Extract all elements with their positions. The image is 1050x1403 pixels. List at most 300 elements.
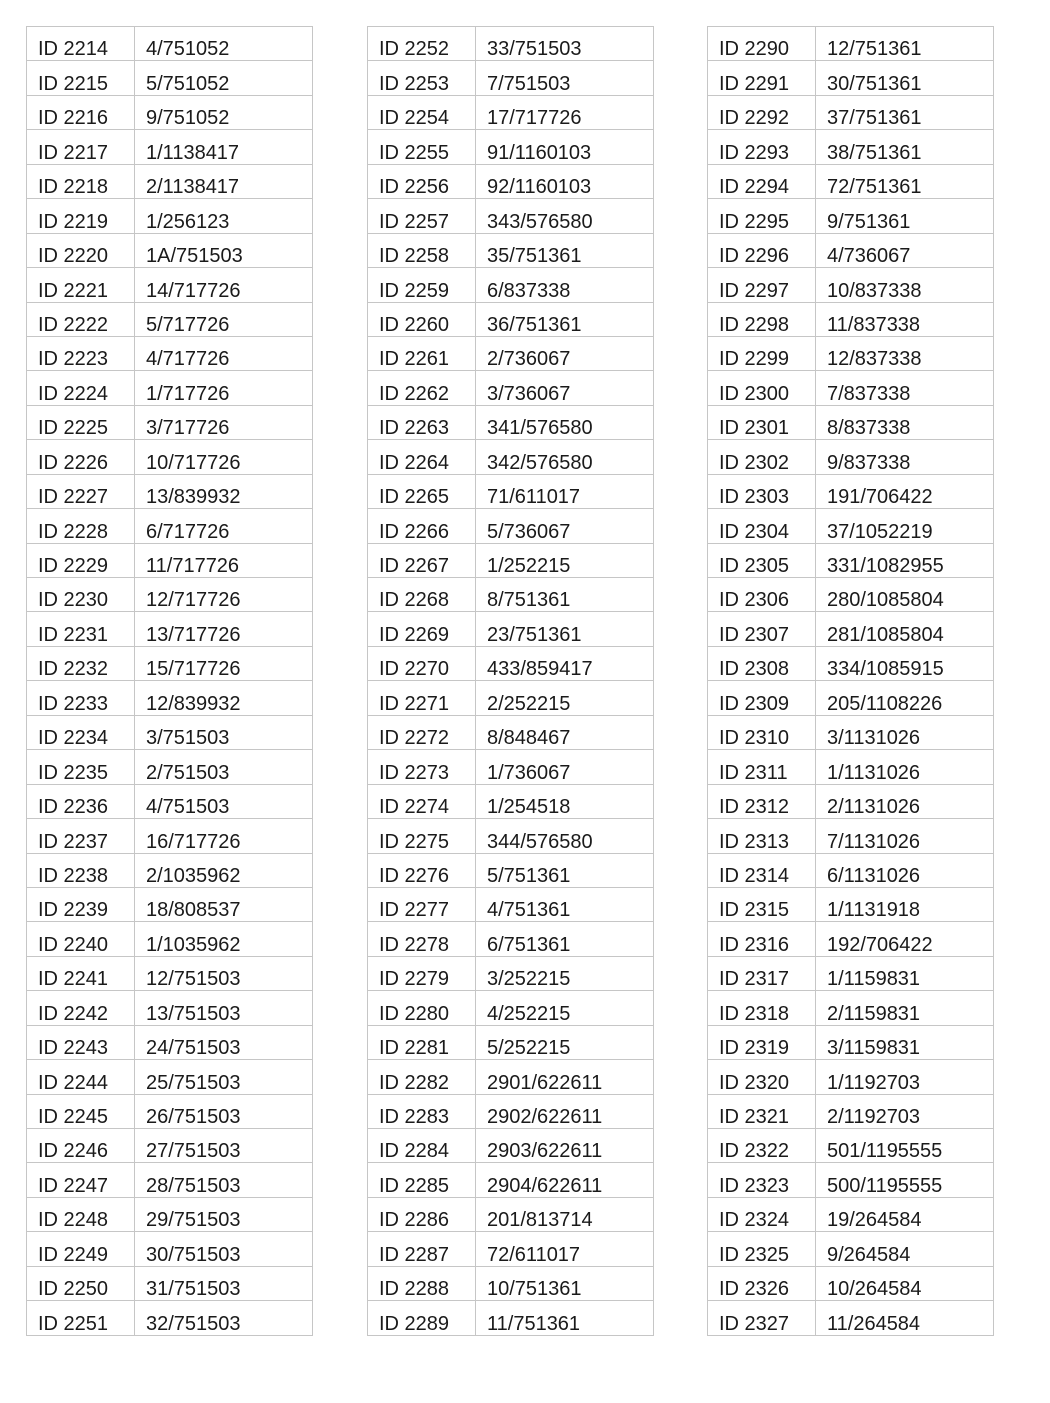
id-cell: ID 2317 — [708, 956, 816, 990]
table-row — [368, 750, 654, 784]
table-row — [27, 991, 313, 1025]
id-cell: ID 2320 — [708, 1060, 816, 1094]
id-cell: ID 2230 — [27, 578, 135, 612]
id-cell: ID 2268 — [368, 578, 476, 612]
table-row — [27, 1060, 313, 1094]
reference-cell: 37/1052219 — [816, 509, 994, 543]
reference-cell: 11/717726 — [135, 543, 313, 577]
id-table-column-1 — [26, 26, 313, 1336]
table-row — [368, 199, 654, 233]
id-cell: ID 2288 — [368, 1266, 476, 1300]
table-row — [708, 164, 994, 198]
reference-cell: 2902/622611 — [476, 1094, 654, 1128]
id-cell: ID 2255 — [368, 130, 476, 164]
id-cell: ID 2264 — [368, 440, 476, 474]
reference-cell: 2/1159831 — [816, 991, 994, 1025]
reference-cell: 35/751361 — [476, 233, 654, 267]
reference-cell: 2903/622611 — [476, 1129, 654, 1163]
id-cell: ID 2308 — [708, 646, 816, 680]
id-cell: ID 2267 — [368, 543, 476, 577]
id-cell: ID 2310 — [708, 715, 816, 749]
reference-cell: 1/1035962 — [135, 922, 313, 956]
table-row — [708, 474, 994, 508]
id-cell: ID 2277 — [368, 887, 476, 921]
table-row — [368, 1266, 654, 1300]
reference-cell: 11/837338 — [816, 302, 994, 336]
id-cell: ID 2272 — [368, 715, 476, 749]
table-row — [368, 1094, 654, 1128]
id-cell: ID 2303 — [708, 474, 816, 508]
id-cell: ID 2228 — [27, 509, 135, 543]
reference-cell: 24/751503 — [135, 1025, 313, 1059]
id-cell: ID 2261 — [368, 336, 476, 370]
reference-cell: 26/751503 — [135, 1094, 313, 1128]
table-row — [27, 336, 313, 370]
id-cell: ID 2315 — [708, 887, 816, 921]
table-row — [27, 646, 313, 680]
reference-cell: 9/751361 — [816, 199, 994, 233]
table-row — [368, 95, 654, 129]
reference-cell: 13/839932 — [135, 474, 313, 508]
id-cell: ID 2294 — [708, 164, 816, 198]
id-cell: ID 2220 — [27, 233, 135, 267]
id-cell: ID 2225 — [27, 405, 135, 439]
table-row — [708, 681, 994, 715]
reference-cell: 3/751503 — [135, 715, 313, 749]
id-cell: ID 2275 — [368, 819, 476, 853]
reference-cell: 12/751503 — [135, 956, 313, 990]
table-row — [27, 543, 313, 577]
id-cell: ID 2300 — [708, 371, 816, 405]
id-cell: ID 2325 — [708, 1232, 816, 1266]
reference-cell: 500/1195555 — [816, 1163, 994, 1197]
reference-cell: 2/252215 — [476, 681, 654, 715]
id-cell: ID 2244 — [27, 1060, 135, 1094]
table-row — [368, 578, 654, 612]
id-cell: ID 2222 — [27, 302, 135, 336]
reference-cell: 72/611017 — [476, 1232, 654, 1266]
id-cell: ID 2287 — [368, 1232, 476, 1266]
id-cell: ID 2284 — [368, 1129, 476, 1163]
id-cell: ID 2276 — [368, 853, 476, 887]
table-row — [368, 784, 654, 818]
reference-cell: 281/1085804 — [816, 612, 994, 646]
reference-cell: 37/751361 — [816, 95, 994, 129]
reference-cell: 331/1082955 — [816, 543, 994, 577]
id-cell: ID 2313 — [708, 819, 816, 853]
table-row — [708, 302, 994, 336]
table-row — [368, 681, 654, 715]
table-row — [27, 887, 313, 921]
table-row — [368, 612, 654, 646]
table-row — [27, 1197, 313, 1231]
id-cell: ID 2215 — [27, 61, 135, 95]
id-cell: ID 2240 — [27, 922, 135, 956]
reference-cell: 13/717726 — [135, 612, 313, 646]
reference-cell: 23/751361 — [476, 612, 654, 646]
id-cell: ID 2302 — [708, 440, 816, 474]
id-cell: ID 2250 — [27, 1266, 135, 1300]
id-cell: ID 2223 — [27, 336, 135, 370]
table-row — [368, 164, 654, 198]
reference-cell: 4/751503 — [135, 784, 313, 818]
id-cell: ID 2238 — [27, 853, 135, 887]
table-row — [708, 440, 994, 474]
reference-cell: 4/751052 — [135, 27, 313, 61]
id-cell: ID 2292 — [708, 95, 816, 129]
table-row — [708, 819, 994, 853]
table-row — [708, 509, 994, 543]
id-cell: ID 2214 — [27, 27, 135, 61]
reference-cell: 1/1192703 — [816, 1060, 994, 1094]
id-cell: ID 2286 — [368, 1197, 476, 1231]
id-cell: ID 2262 — [368, 371, 476, 405]
reference-cell: 9/837338 — [816, 440, 994, 474]
table-row — [708, 1094, 994, 1128]
reference-cell: 7/1131026 — [816, 819, 994, 853]
reference-cell: 71/611017 — [476, 474, 654, 508]
id-cell: ID 2221 — [27, 268, 135, 302]
table-row — [368, 1060, 654, 1094]
table-row — [368, 1025, 654, 1059]
table-row — [708, 130, 994, 164]
id-cell: ID 2299 — [708, 336, 816, 370]
table-row — [368, 440, 654, 474]
table-row — [27, 1094, 313, 1128]
reference-cell: 342/576580 — [476, 440, 654, 474]
table-row — [368, 715, 654, 749]
table-row — [368, 130, 654, 164]
table-row — [27, 853, 313, 887]
table-row — [27, 199, 313, 233]
table-row — [708, 991, 994, 1025]
table-row — [708, 853, 994, 887]
id-cell: ID 2307 — [708, 612, 816, 646]
reference-cell: 3/736067 — [476, 371, 654, 405]
table-row — [368, 405, 654, 439]
reference-cell: 433/859417 — [476, 646, 654, 680]
table-row — [368, 819, 654, 853]
table-row — [27, 1025, 313, 1059]
id-cell: ID 2229 — [27, 543, 135, 577]
table-row — [708, 646, 994, 680]
reference-cell: 6/717726 — [135, 509, 313, 543]
table-row — [708, 922, 994, 956]
reference-cell: 30/751361 — [816, 61, 994, 95]
table-row — [708, 1163, 994, 1197]
reference-cell: 10/751361 — [476, 1266, 654, 1300]
reference-cell: 501/1195555 — [816, 1129, 994, 1163]
reference-cell: 3/717726 — [135, 405, 313, 439]
id-cell: ID 2237 — [27, 819, 135, 853]
table-row — [27, 302, 313, 336]
reference-cell: 29/751503 — [135, 1197, 313, 1231]
id-cell: ID 2252 — [368, 27, 476, 61]
table-row — [368, 336, 654, 370]
id-cell: ID 2295 — [708, 199, 816, 233]
table-row — [708, 27, 994, 61]
reference-cell: 6/837338 — [476, 268, 654, 302]
id-cell: ID 2242 — [27, 991, 135, 1025]
reference-cell: 36/751361 — [476, 302, 654, 336]
table-row — [27, 750, 313, 784]
reference-cell: 4/751361 — [476, 887, 654, 921]
table-row — [708, 405, 994, 439]
reference-cell: 1/1131026 — [816, 750, 994, 784]
table-row — [368, 509, 654, 543]
reference-cell: 8/848467 — [476, 715, 654, 749]
table-row — [708, 1266, 994, 1300]
reference-cell: 201/813714 — [476, 1197, 654, 1231]
reference-cell: 12/751361 — [816, 27, 994, 61]
table-row — [368, 1129, 654, 1163]
id-cell: ID 2217 — [27, 130, 135, 164]
id-cell: ID 2247 — [27, 1163, 135, 1197]
id-cell: ID 2239 — [27, 887, 135, 921]
reference-cell: 12/717726 — [135, 578, 313, 612]
reference-cell: 6/751361 — [476, 922, 654, 956]
table-row — [368, 1163, 654, 1197]
reference-cell: 6/1131026 — [816, 853, 994, 887]
id-cell: ID 2234 — [27, 715, 135, 749]
id-cell: ID 2254 — [368, 95, 476, 129]
id-cell: ID 2260 — [368, 302, 476, 336]
reference-cell: 191/706422 — [816, 474, 994, 508]
table-row — [708, 715, 994, 749]
table-row — [27, 371, 313, 405]
reference-cell: 72/751361 — [816, 164, 994, 198]
id-cell: ID 2305 — [708, 543, 816, 577]
id-cell: ID 2293 — [708, 130, 816, 164]
id-cell: ID 2318 — [708, 991, 816, 1025]
id-cell: ID 2258 — [368, 233, 476, 267]
id-cell: ID 2265 — [368, 474, 476, 508]
id-cell: ID 2291 — [708, 61, 816, 95]
reference-cell: 18/808537 — [135, 887, 313, 921]
reference-cell: 31/751503 — [135, 1266, 313, 1300]
table-row — [27, 578, 313, 612]
reference-cell: 33/751503 — [476, 27, 654, 61]
reference-cell: 8/837338 — [816, 405, 994, 439]
table-row — [708, 336, 994, 370]
id-cell: ID 2312 — [708, 784, 816, 818]
table-row — [27, 440, 313, 474]
id-table-column-2 — [367, 26, 654, 1336]
table-row — [368, 853, 654, 887]
id-cell: ID 2289 — [368, 1301, 476, 1335]
table-row — [368, 922, 654, 956]
table-row — [27, 164, 313, 198]
table-row — [708, 1129, 994, 1163]
reference-cell: 10/717726 — [135, 440, 313, 474]
id-cell: ID 2236 — [27, 784, 135, 818]
table-row — [27, 681, 313, 715]
id-cell: ID 2232 — [27, 646, 135, 680]
id-cell: ID 2257 — [368, 199, 476, 233]
table-row — [368, 302, 654, 336]
id-cell: ID 2282 — [368, 1060, 476, 1094]
table-row — [27, 61, 313, 95]
reference-cell: 3/252215 — [476, 956, 654, 990]
table-row — [27, 233, 313, 267]
table-row — [708, 61, 994, 95]
reference-cell: 30/751503 — [135, 1232, 313, 1266]
reference-cell: 4/252215 — [476, 991, 654, 1025]
reference-cell: 5/717726 — [135, 302, 313, 336]
id-cell: ID 2259 — [368, 268, 476, 302]
table-row — [27, 956, 313, 990]
table-row — [708, 199, 994, 233]
reference-cell: 1/256123 — [135, 199, 313, 233]
table-row — [708, 543, 994, 577]
reference-cell: 9/264584 — [816, 1232, 994, 1266]
id-cell: ID 2322 — [708, 1129, 816, 1163]
reference-cell: 1/252215 — [476, 543, 654, 577]
reference-cell: 3/1159831 — [816, 1025, 994, 1059]
table-row — [708, 1025, 994, 1059]
reference-cell: 341/576580 — [476, 405, 654, 439]
reference-cell: 205/1108226 — [816, 681, 994, 715]
table-row — [27, 922, 313, 956]
id-cell: ID 2266 — [368, 509, 476, 543]
reference-cell: 2/1035962 — [135, 853, 313, 887]
table-row — [368, 474, 654, 508]
table-row — [27, 27, 313, 61]
table-row — [708, 1301, 994, 1335]
table-row — [27, 1232, 313, 1266]
reference-cell: 32/751503 — [135, 1301, 313, 1335]
table-row — [27, 784, 313, 818]
id-cell: ID 2316 — [708, 922, 816, 956]
reference-cell: 28/751503 — [135, 1163, 313, 1197]
table-row — [708, 887, 994, 921]
table-row — [27, 95, 313, 129]
id-cell: ID 2235 — [27, 750, 135, 784]
table-row — [708, 1197, 994, 1231]
table-row — [368, 1232, 654, 1266]
reference-cell: 344/576580 — [476, 819, 654, 853]
reference-cell: 17/717726 — [476, 95, 654, 129]
table-row — [368, 233, 654, 267]
id-cell: ID 2233 — [27, 681, 135, 715]
id-cell: ID 2290 — [708, 27, 816, 61]
table-row — [368, 61, 654, 95]
id-cell: ID 2274 — [368, 784, 476, 818]
reference-cell: 4/736067 — [816, 233, 994, 267]
id-cell: ID 2270 — [368, 646, 476, 680]
id-cell: ID 2226 — [27, 440, 135, 474]
table-row — [368, 371, 654, 405]
reference-cell: 2904/622611 — [476, 1163, 654, 1197]
reference-cell: 1/1131918 — [816, 887, 994, 921]
id-cell: ID 2273 — [368, 750, 476, 784]
reference-cell: 343/576580 — [476, 199, 654, 233]
id-cell: ID 2243 — [27, 1025, 135, 1059]
reference-cell: 3/1131026 — [816, 715, 994, 749]
id-cell: ID 2280 — [368, 991, 476, 1025]
reference-cell: 5/736067 — [476, 509, 654, 543]
table-row — [368, 1197, 654, 1231]
reference-cell: 1/717726 — [135, 371, 313, 405]
reference-cell: 25/751503 — [135, 1060, 313, 1094]
id-cell: ID 2323 — [708, 1163, 816, 1197]
id-cell: ID 2309 — [708, 681, 816, 715]
id-cell: ID 2324 — [708, 1197, 816, 1231]
table-row — [27, 1129, 313, 1163]
table-row — [27, 268, 313, 302]
id-cell: ID 2321 — [708, 1094, 816, 1128]
reference-cell: 5/252215 — [476, 1025, 654, 1059]
table-row — [27, 819, 313, 853]
table-row — [27, 1163, 313, 1197]
id-cell: ID 2241 — [27, 956, 135, 990]
id-cell: ID 2246 — [27, 1129, 135, 1163]
id-cell: ID 2283 — [368, 1094, 476, 1128]
table-row — [708, 784, 994, 818]
id-cell: ID 2306 — [708, 578, 816, 612]
id-cell: ID 2269 — [368, 612, 476, 646]
reference-cell: 2/736067 — [476, 336, 654, 370]
reference-cell: 91/1160103 — [476, 130, 654, 164]
reference-cell: 4/717726 — [135, 336, 313, 370]
table-row — [368, 543, 654, 577]
table-row — [27, 1266, 313, 1300]
table-row — [27, 474, 313, 508]
table-row — [708, 956, 994, 990]
reference-cell: 2/1138417 — [135, 164, 313, 198]
id-cell: ID 2224 — [27, 371, 135, 405]
reference-cell: 334/1085915 — [816, 646, 994, 680]
table-row — [368, 268, 654, 302]
reference-cell: 38/751361 — [816, 130, 994, 164]
table-row — [27, 130, 313, 164]
table-row — [368, 887, 654, 921]
id-cell: ID 2271 — [368, 681, 476, 715]
reference-cell: 10/837338 — [816, 268, 994, 302]
reference-cell: 2/1131026 — [816, 784, 994, 818]
id-cell: ID 2218 — [27, 164, 135, 198]
id-cell: ID 2314 — [708, 853, 816, 887]
table-row — [368, 646, 654, 680]
table-row — [708, 233, 994, 267]
table-row — [368, 27, 654, 61]
table-row — [708, 95, 994, 129]
table-row — [708, 750, 994, 784]
table-row — [368, 1301, 654, 1335]
reference-cell: 1/1159831 — [816, 956, 994, 990]
id-cell: ID 2301 — [708, 405, 816, 439]
table-row — [708, 578, 994, 612]
reference-cell: 27/751503 — [135, 1129, 313, 1163]
reference-cell: 2/751503 — [135, 750, 313, 784]
reference-cell: 7/751503 — [476, 61, 654, 95]
reference-cell: 8/751361 — [476, 578, 654, 612]
id-cell: ID 2251 — [27, 1301, 135, 1335]
reference-cell: 1/736067 — [476, 750, 654, 784]
table-row — [27, 715, 313, 749]
id-table-column-3 — [707, 26, 994, 1336]
table-row — [708, 268, 994, 302]
id-cell: ID 2298 — [708, 302, 816, 336]
id-cell: ID 2278 — [368, 922, 476, 956]
id-cell: ID 2256 — [368, 164, 476, 198]
table-row — [708, 1060, 994, 1094]
id-cell: ID 2231 — [27, 612, 135, 646]
id-cell: ID 2296 — [708, 233, 816, 267]
id-cell: ID 2248 — [27, 1197, 135, 1231]
table-row — [708, 371, 994, 405]
id-cell: ID 2227 — [27, 474, 135, 508]
